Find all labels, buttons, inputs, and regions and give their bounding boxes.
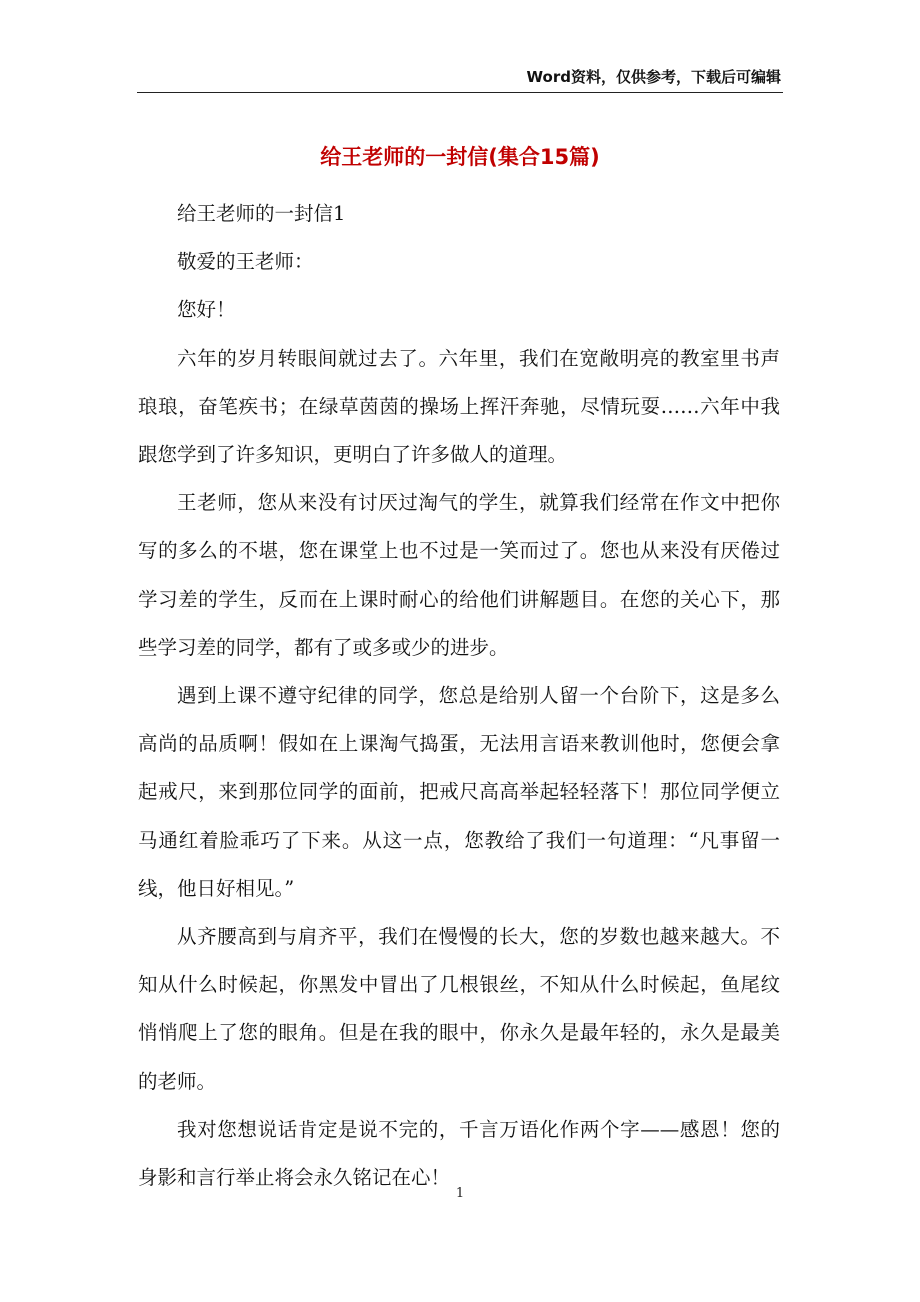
document-body xyxy=(138,190,780,1202)
letter-heading: 给王老师的一封信1 xyxy=(177,202,346,225)
header-note: Word资料，仅供参考，下载后可编辑 xyxy=(526,68,781,86)
body-paragraph: 遇到上课不遵守纪律的同学，您总是给别人留一个台阶下，这是多么高尚的品质啊！假如在上课淘气捣蛋，无法用言语来教训他时，您便会拿起戒尺，来到那位同学的面前，把戒尺高高举起轻轻落下！那位同学便立马通红着脸乖巧了下来。从这一点，您教给了我们一句道理：“凡事留一线，他日好相见。” xyxy=(138,684,780,900)
page-number: 1 xyxy=(455,1186,465,1201)
body-paragraph: 王老师，您从来没有讨厌过淘气的学生，就算我们经常在作文中把你写的多么的不堪，您在课堂上也不过是一笑而过了。您也从来没有厌倦过学习差的学生，反而在上课时耐心的给他们讲解题目。在您的关心下，那些学习差的同学，都有了或多或少的进步。 xyxy=(138,491,780,659)
greeting: 您好！ xyxy=(177,298,236,322)
body-paragraph: 从齐腰高到与肩齐平，我们在慢慢的长大，您的岁数也越来越大。不知从什么时候起，你黑发中冒出了几根银丝，不知从什么时候起，鱼尾纹悄悄爬上了您的眼角。但是在我的眼中，你永久是最年轻的，永久是最美的老师。 xyxy=(138,925,780,1093)
body-paragraph: 我对您想说话肯定是说不完的，千言万语化作两个字——感恩！您的身影和言行举止将会永久铭记在心！ xyxy=(138,1117,780,1190)
body-paragraph: 六年的岁月转眼间就过去了。六年里，我们在宽敞明亮的教室里书声琅琅，奋笔疾书；在绿草茵茵的操场上挥汗奔驰，尽情玩耍……六年中我跟您学到了许多知识，更明白了许多做人的道理。 xyxy=(138,346,780,467)
document-title: 给王老师的一封信(集合15篇) xyxy=(320,145,600,169)
header-divider xyxy=(137,92,783,93)
salutation: 敬爱的王老师： xyxy=(177,250,314,274)
